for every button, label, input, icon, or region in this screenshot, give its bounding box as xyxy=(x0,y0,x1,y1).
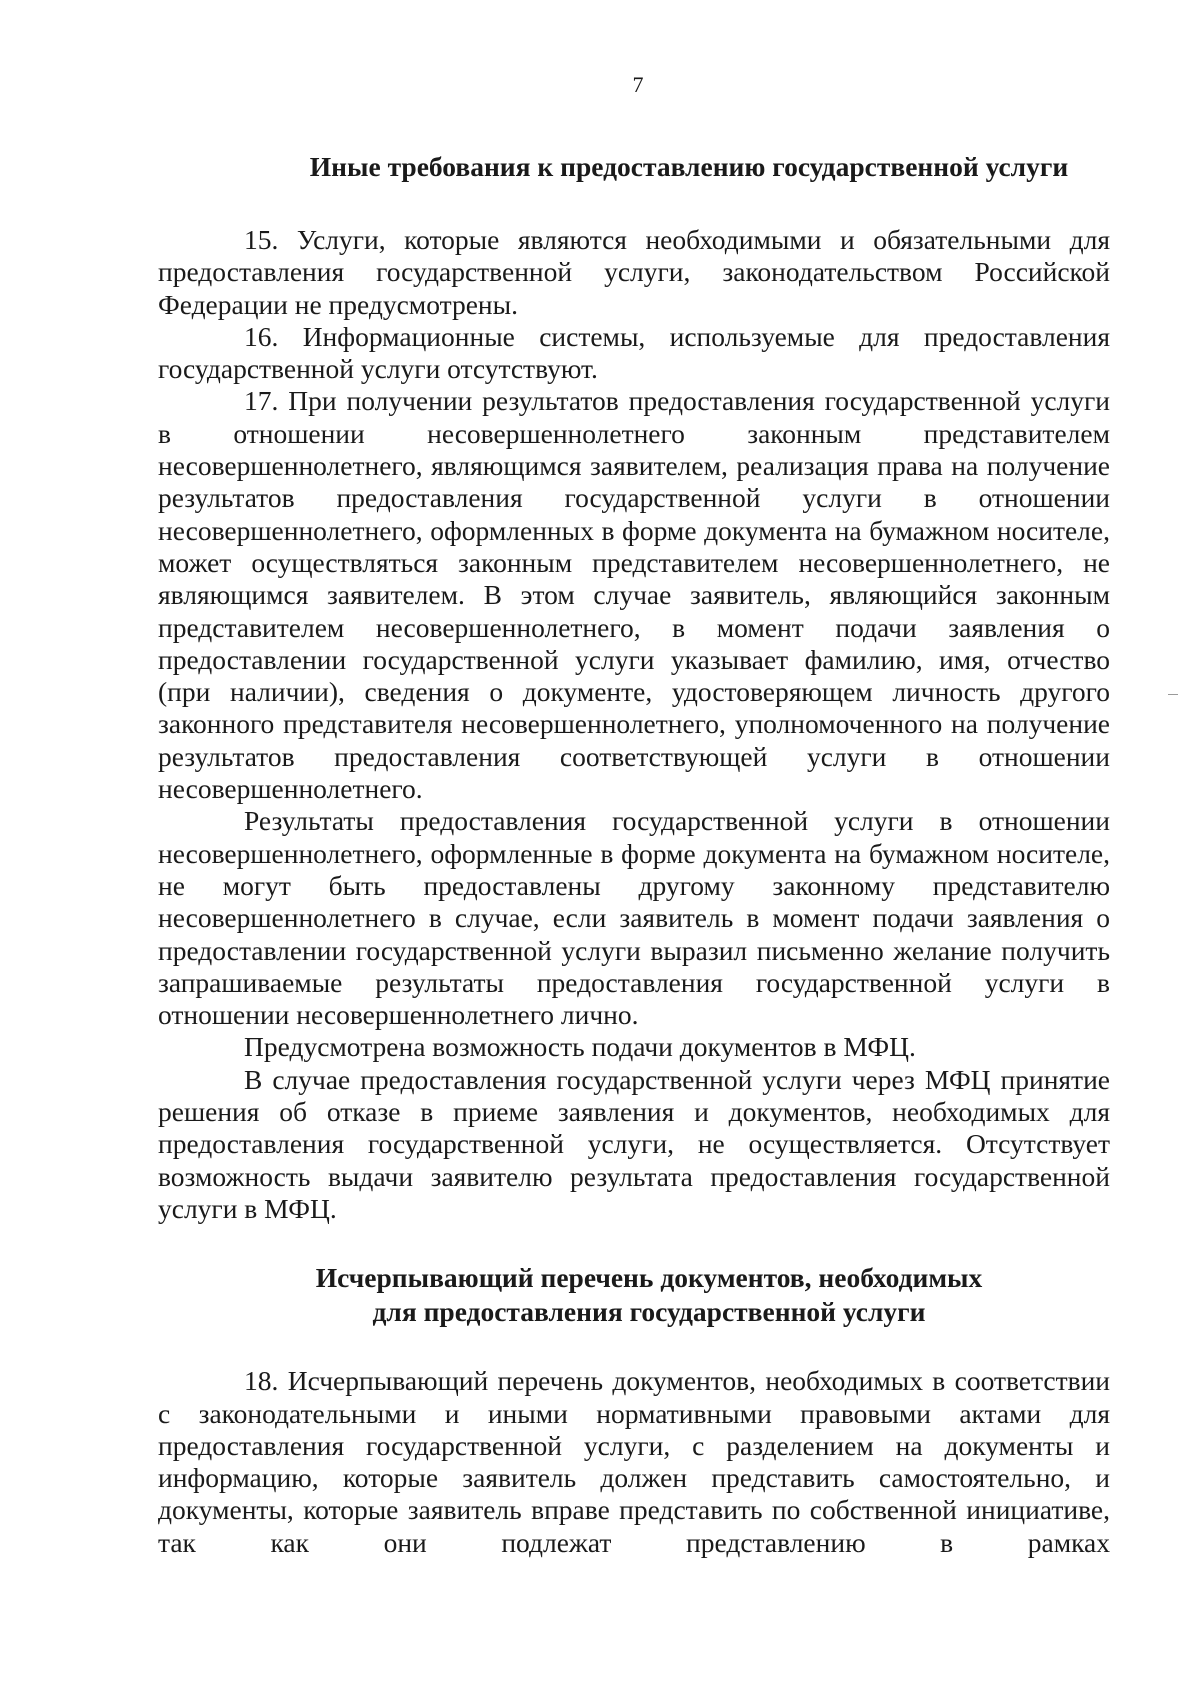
page-number: 7 xyxy=(632,72,644,97)
scan-margin-mark xyxy=(1168,694,1178,695)
document-body xyxy=(158,150,1110,1559)
section-heading-line-2: для предоставления государственной услуги xyxy=(372,1296,926,1328)
paragraph-17: 17. При получении результатов предоставления государственной услуги в отношении несовершеннолетнего законным представителем несовершеннолетнего, являющимся заявителем, реализация права на получение результатов предоставления государственной услуги в отношении несовершеннолетнего, оформленных в форме документа на бумажном носителе, может осуществляться законным представителем несовершеннолетнего, не являющимся заявителем. В этом случае заявитель, являющийся законным представителем несовершеннолетнего, в момент подачи заявления о предоставлении государственной услуги указывает фамилию, имя, отчество (при наличии), сведения о документе, удостоверяющем личность другого законного представителя несовершеннолетнего, уполномоченного на получение результатов предоставления соответствующей услуги в отношении несовершеннолетнего. xyxy=(158,385,1110,805)
paragraph-16: 16. Информационные системы, используемые для предоставления государственной услуги отсутствуют. xyxy=(158,320,1110,385)
paragraph-18: 18. Исчерпывающий перечень документов, необходимых в соответствии с законодательными и иными нормативными правовыми актами для предоставления государственной услуги, с разделением на документы и информацию, которые заявитель должен представить самостоятельно, и документы, которые заявитель вправе представить по собственной инициативе, так как они подлежат представлению в рамках xyxy=(158,1365,1110,1558)
paragraph-results-minor: Результаты предоставления государственной услуги в отношении несовершеннолетнего, оформленные в форме документа на бумажном носителе, не могут быть предоставлены другому законному представителю несовершеннолетнего в случае, если заявитель в момент подачи заявления о предоставлении государственной услуги выразил письменно желание получить запрашиваемые результаты предоставления государственной услуги в отношении несовершеннолетнего лично. xyxy=(158,805,1110,1031)
paragraph-mfc-refusal: В случае предоставления государственной услуги через МФЦ принятие решения об отказе в приеме заявления и документов, необходимых для предоставления государственной услуги, не осуществляется. Отсутствует возможность выдачи заявителю результата предоставления государственной услуги в МФЦ. xyxy=(158,1063,1110,1224)
section-heading-documents-list xyxy=(158,1261,1110,1329)
section-heading-other-requirements: Иные требования к предоставлению государственной услуги xyxy=(309,151,1069,182)
section-heading-line-1: Исчерпывающий перечень документов, необходимых xyxy=(315,1262,983,1294)
paragraph-15: 15. Услуги, которые являются необходимыми и обязательными для предоставления государственной услуги, законодательством Российской Федерации не предусмотрены. xyxy=(158,224,1110,320)
paragraph-mfc-submission: Предусмотрена возможность подачи документов в МФЦ. xyxy=(244,1031,916,1063)
